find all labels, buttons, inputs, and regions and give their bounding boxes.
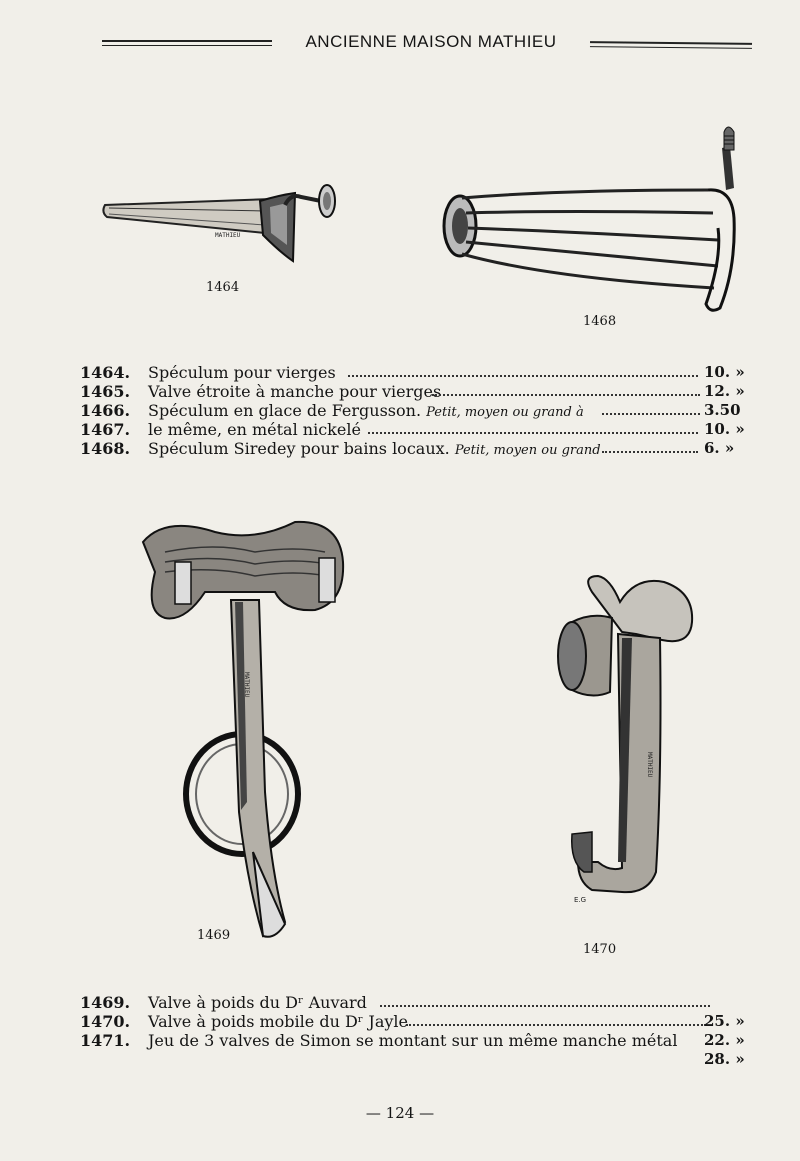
list-item: [80, 401, 770, 420]
item-number: 1466.: [80, 401, 131, 420]
list-item: [80, 439, 770, 458]
item-description: le même, en métal nickelé: [148, 420, 361, 439]
page-header: [0, 32, 800, 62]
item-description-text: Spéculum Siredey pour bains locaux.: [148, 439, 450, 458]
list-item: [80, 382, 770, 401]
item-price: 3.50: [704, 401, 741, 419]
item-price: 10. »: [704, 363, 745, 381]
item-description: Spéculum pour vierges: [148, 363, 336, 382]
maker-stamp-1470: MATHIEU: [646, 752, 653, 778]
maker-stamp-1464: MATHIEU: [215, 232, 241, 239]
item-price: 25. »: [704, 1012, 745, 1030]
list-item: [80, 1050, 770, 1069]
header-rule-left: [102, 40, 272, 46]
leader-dots: [602, 401, 700, 415]
item-description: Valve étroite à manche pour vierges: [148, 382, 442, 401]
figure-label-1469: 1469: [197, 928, 231, 943]
item-description: Jeu de 3 valves de Simon se montant sur un même manche métal: [148, 1031, 678, 1050]
list-item: [80, 1031, 770, 1050]
item-description-text: Spéculum en glace de Fergusson.: [148, 401, 422, 420]
figure-1468: [438, 118, 738, 318]
maker-stamp-1469: MATHIEU: [243, 672, 250, 698]
figure-label-1470: 1470: [583, 942, 617, 957]
leader-dots: [348, 363, 698, 377]
valve-1470-illustration: [552, 572, 700, 907]
item-number: 1469.: [80, 993, 131, 1012]
item-description: Valve à poids du Dʳ Auvard: [148, 993, 367, 1012]
list-item: [80, 1012, 770, 1031]
item-number: 1467.: [80, 420, 131, 439]
leader-dots: [380, 993, 710, 1007]
header-title: ANCIENNE MAISON MATHIEU: [305, 32, 557, 51]
list-item: [80, 993, 770, 1012]
item-description: [148, 439, 601, 460]
item-price: 28. »: [704, 1050, 745, 1068]
figure-label-1464: 1464: [206, 280, 240, 295]
price-list-1469-1471: [80, 993, 770, 1069]
leader-dots: [602, 439, 698, 453]
price-list-1464-1468: [80, 363, 770, 458]
speculum-1468-illustration: [438, 118, 738, 318]
figure-1469: [135, 512, 350, 947]
figure-1470: [552, 572, 700, 907]
item-description: Valve à poids mobile du Dʳ Jayle: [148, 1012, 409, 1031]
item-number: 1471.: [80, 1031, 131, 1050]
item-number: 1470.: [80, 1012, 131, 1031]
item-price: 10. »: [704, 420, 745, 438]
engraver-signature: E.G: [574, 896, 587, 904]
item-price: 6. »: [704, 439, 735, 457]
list-item: [80, 363, 770, 382]
leader-dots: [406, 1012, 706, 1026]
page-number: — 124 —: [365, 1104, 435, 1122]
header-rule-right: [590, 41, 752, 49]
item-price: 22. »: [704, 1031, 745, 1049]
leader-dots: [368, 420, 698, 434]
leader-dots: [432, 382, 700, 396]
item-price: 12. »: [704, 382, 745, 400]
item-variant: Petit, moyen ou grand à: [426, 405, 584, 420]
item-description: [148, 401, 584, 422]
item-number: 1464.: [80, 363, 131, 382]
item-variant: Petit, moyen ou grand: [454, 443, 601, 458]
figure-label-1468: 1468: [583, 314, 617, 329]
figure-1464: [95, 175, 345, 275]
valve-1469-illustration: [135, 512, 350, 947]
item-number: 1468.: [80, 439, 131, 458]
list-item: [80, 420, 770, 439]
speculum-1464-illustration: [95, 175, 345, 275]
item-number: 1465.: [80, 382, 131, 401]
